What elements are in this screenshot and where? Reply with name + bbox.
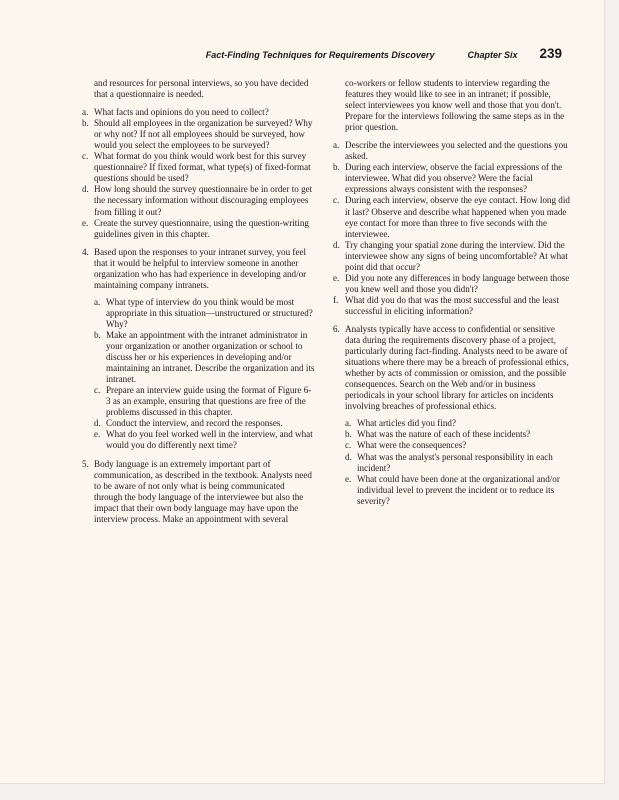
- subitem-letter: a.: [333, 140, 340, 151]
- subitem-letter: a.: [94, 296, 101, 307]
- subitem: [94, 297, 315, 330]
- subitem: [94, 418, 315, 429]
- subitem: [82, 107, 315, 118]
- subitem: [345, 452, 572, 474]
- running-header-title: Fact-Finding Techniques for Requirements Discovery: [205, 50, 435, 60]
- subitem-text: What format do you think would work best for this survey questionnaire? If fixed format, what type(s) of fixed-format questions should be used?: [94, 151, 311, 184]
- subitem-text: What could have been done at the organizational and/or individual level to prevent the incident or to reduce its severity?: [357, 473, 560, 506]
- subitem-text: How long should the survey questionnaire be in order to get the necessary information without discouraging employees from filling it out?: [94, 184, 313, 217]
- question-number: 5.: [82, 458, 89, 469]
- subitem-text: Try changing your spatial zone during the interview. Did the interviewee show any signs of being uncomfortable? At what point did that occur?: [345, 239, 568, 272]
- subitem-text: Should all employees in the organization be surveyed? Why or why not? If not all employees should be surveyed, how would you select the employees to be surveyed?: [94, 118, 313, 151]
- subitem-text: What did you do that was the most successful and the least successful in eliciting information?: [345, 294, 559, 316]
- subitem: [333, 195, 572, 239]
- subitem-letter: b.: [94, 329, 101, 340]
- subitem-text: What facts and opinions do you need to collect?: [94, 107, 269, 118]
- subitem-text: Create the survey questionnaire, using the question-writing guidelines given in this chapter.: [94, 217, 309, 239]
- subitem-text: What were the consequences?: [357, 440, 467, 451]
- subitem: [82, 118, 315, 151]
- subitem-text: Prepare an interview guide using the format of Figure 6-3 as an example, ensuring that questions are free of the problems discussed in this chapter.: [106, 385, 312, 418]
- subitem-letter: d.: [345, 451, 352, 462]
- question-6: [333, 324, 572, 507]
- subitem-letter: c.: [82, 151, 89, 162]
- subitem-letter: e.: [333, 272, 340, 283]
- subitem-letter: a.: [82, 107, 89, 118]
- subitem-text: Make an appointment with the intranet administrator in your organization or another organization or school to discuss her or his experiences in developing and/or maintaining an intranet. Describe the organization and its intranet.: [106, 329, 315, 385]
- subitem: [333, 240, 572, 273]
- subitem-letter: b.: [345, 429, 352, 440]
- page-number: 239: [539, 46, 562, 61]
- question-text: Body language is an extremely important part of communication, as described in the textbook. Analysts need to be aware of not only what is being communicated through the body language of the interviewee but also the impact that their own body language may have upon the interview process. Make an appointment with several: [94, 458, 312, 524]
- subitem-letter: e.: [345, 473, 352, 484]
- subitem-text: What was the analyst's personal responsibility in each incident?: [357, 451, 553, 473]
- subitem-text: Did you note any differences in body language between those you knew well and those you didn't?: [345, 272, 570, 294]
- subitem-text: What was the nature of each of these incidents?: [357, 429, 531, 440]
- question-4-subitems: [94, 297, 315, 452]
- subitem: [82, 184, 315, 217]
- question-4: [82, 247, 315, 452]
- running-header: [206, 46, 562, 61]
- question-number: 4.: [82, 246, 89, 257]
- subitem: [94, 429, 315, 451]
- subitem-text: Conduct the interview, and record the responses.: [106, 418, 283, 429]
- question-5-subitems: [333, 140, 572, 317]
- subitem-text: Describe the interviewees you selected and the questions you asked.: [345, 140, 568, 162]
- subitem-text: During each interview, observe the eye contact. How long did it last? Observe and describe what happened when you made eye contact for more than three to five seconds with the interviewee.: [345, 195, 570, 239]
- subitem: [345, 440, 572, 451]
- subitem: [333, 273, 572, 295]
- subitem-text: During each interview, observe the facial expressions of the interviewee. What did you observe? Were the facial expressions always consistent with the responses?: [345, 162, 563, 195]
- subitem-letter: d.: [333, 239, 340, 250]
- subitem-letter: f.: [333, 294, 339, 305]
- continued-paragraph: and resources for personal interviews, so you have decided that a questionnaire is needed.: [94, 78, 309, 100]
- subitem-letter: b.: [82, 118, 89, 129]
- question-text: Based upon the responses to your intranet survey, you feel that it would be helpful to interview someone in another organization who has had experience in developing and/or maintaining company intranets.: [94, 246, 307, 290]
- question-text: Analysts typically have access to confidential or sensitive data during the requirements discovery phase of a project, particularly during fact-finding. Analysts need to be aware of situations where there may be a breach of professional ethics, whether by acts of commission or omission, and the possible consequences. Search on the Web and/or in business periodicals in your school library for articles on incidents involving breaches of professional ethics.: [345, 323, 569, 412]
- subitem: [333, 295, 572, 317]
- subitem: [82, 218, 315, 240]
- subitem-text: What do you feel worked well in the interview, and what would you do differently next time?: [106, 429, 313, 451]
- running-header-chapter: Chapter Six: [467, 50, 518, 60]
- subitem: [82, 151, 315, 184]
- question-3-subitems: [82, 107, 315, 240]
- subitem-letter: e.: [82, 217, 89, 228]
- subitem-letter: c.: [94, 385, 101, 396]
- subitem-letter: c.: [345, 440, 352, 451]
- right-column: [333, 78, 572, 514]
- question-number: 6.: [333, 323, 340, 334]
- subitem-text: What type of interview do you think would be most appropriate in this situation—unstructured or structured? Why?: [106, 296, 313, 329]
- question-6-subitems: [345, 418, 572, 506]
- subitem-letter: d.: [94, 418, 101, 429]
- subitem-text: What articles did you find?: [357, 418, 456, 429]
- subitem-letter: a.: [345, 418, 352, 429]
- subitem-letter: b.: [333, 162, 340, 173]
- subitem: [333, 140, 572, 162]
- subitem-letter: d.: [82, 184, 89, 195]
- subitem: [345, 474, 572, 507]
- subitem-letter: c.: [333, 195, 340, 206]
- subitem: [345, 429, 572, 440]
- subitem: [94, 330, 315, 385]
- question-5: [82, 459, 315, 525]
- subitem-letter: e.: [94, 429, 101, 440]
- left-column: [82, 78, 315, 532]
- continued-paragraph: co-workers or fellow students to interview regarding the features they would like to see in an intranet; if possible, select interviewees you know well and those that you don't. Prepare for the interviews following the same steps as in the prior question.: [345, 78, 565, 133]
- subitem: [333, 162, 572, 195]
- subitem: [94, 385, 315, 418]
- subitem: [345, 418, 572, 429]
